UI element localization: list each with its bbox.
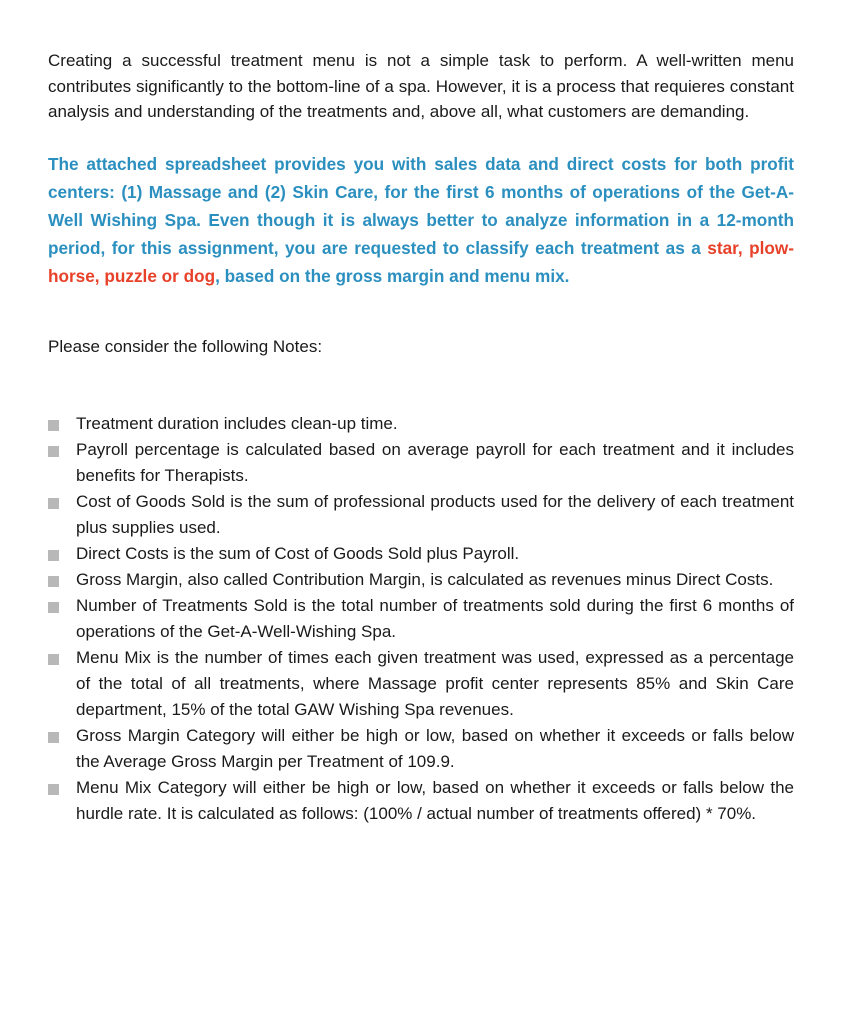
- list-item: [48, 723, 794, 775]
- classification-categories: star, plow-horse, puzzle or dog: [48, 237, 794, 286]
- list-item: [48, 593, 794, 645]
- list-item: [48, 567, 794, 593]
- list-item: [48, 411, 794, 437]
- note-text: Menu Mix is the number of times each given treatment was used, expressed as a percentage of the total of all treatments, where Massage profit center represents 85% and Skin Care department, 15% of the total GAW Wishing Spa revenues.: [76, 647, 794, 719]
- square-bullet-icon: [48, 446, 59, 457]
- square-bullet-icon: [48, 550, 59, 561]
- assignment-paragraph: [48, 150, 794, 290]
- list-item: [48, 541, 794, 567]
- list-item: [48, 437, 794, 489]
- square-bullet-icon: [48, 654, 59, 665]
- note-text: Gross Margin, also called Contribution Margin, is calculated as revenues minus Direct Costs.: [76, 569, 774, 589]
- list-item: [48, 489, 794, 541]
- note-text: Direct Costs is the sum of Cost of Goods Sold plus Payroll.: [76, 543, 520, 563]
- square-bullet-icon: [48, 498, 59, 509]
- intro-paragraph: Creating a successful treatment menu is not a simple task to perform. A well-written menu contributes significantly to the bottom-line of a spa. However, it is a process that requieres constant analysis and understanding of the treatments and, above all, what customers are demanding.: [48, 51, 794, 121]
- assignment-text-part2: , based on the gross margin and menu mix.: [215, 265, 570, 286]
- notes-list: [48, 411, 794, 827]
- note-text: Menu Mix Category will either be high or low, based on whether it exceeds or falls below the hurdle rate. It is calculated as follows: (100% / actual number of treatments offered) * 70%.: [76, 777, 794, 823]
- square-bullet-icon: [48, 732, 59, 743]
- document-page: [48, 48, 794, 827]
- notes-heading: Please consider the following Notes:: [48, 336, 323, 356]
- note-text: Number of Treatments Sold is the total number of treatments sold during the first 6 months of operations of the Get-A-Well-Wishing Spa.: [76, 595, 794, 641]
- assignment-text-part1: The attached spreadsheet provides you with sales data and direct costs for both profit centers: (1) Massage and (2) Skin Care, for the first 6 months of operations of the Get-A-Well Wishing Spa. Even though it is always better to analyze information in a 12-month period, for this assignment, you are requested to classify each treatment as a: [48, 153, 794, 258]
- note-text: Gross Margin Category will either be high or low, based on whether it exceeds or falls below the Average Gross Margin per Treatment of 109.9.: [76, 725, 794, 771]
- list-item: [48, 775, 794, 827]
- list-item: [48, 645, 794, 723]
- note-text: Cost of Goods Sold is the sum of professional products used for the delivery of each treatment plus supplies used.: [76, 491, 794, 537]
- note-text: Payroll percentage is calculated based on average payroll for each treatment and it includes benefits for Therapists.: [76, 439, 794, 485]
- square-bullet-icon: [48, 420, 59, 431]
- square-bullet-icon: [48, 784, 59, 795]
- square-bullet-icon: [48, 576, 59, 587]
- note-text: Treatment duration includes clean-up time.: [76, 413, 398, 433]
- square-bullet-icon: [48, 602, 59, 613]
